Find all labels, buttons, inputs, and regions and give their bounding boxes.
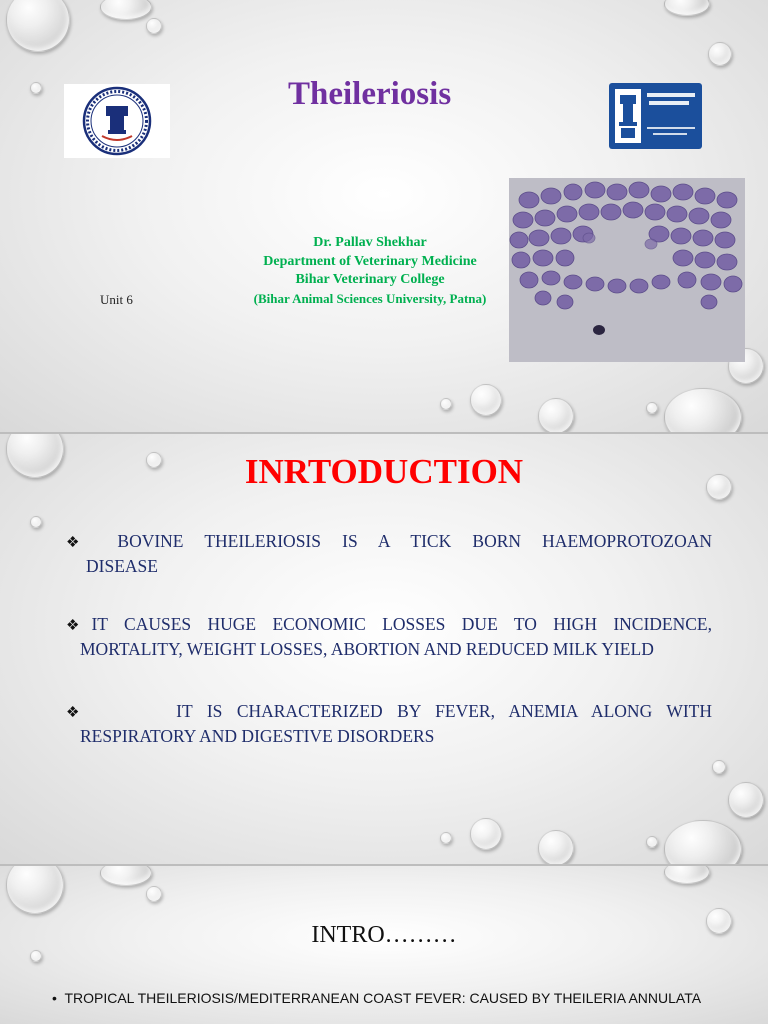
author-name: Dr. Pallav Shekhar xyxy=(313,235,427,250)
bullet-list xyxy=(66,530,712,748)
water-drop xyxy=(728,782,764,818)
section-heading: INRTODUCTION xyxy=(244,452,524,491)
water-drop xyxy=(646,402,658,414)
water-drop xyxy=(30,950,42,962)
water-drop xyxy=(146,18,162,34)
bullet-diamond-icon: ❖ xyxy=(66,618,92,634)
water-drop xyxy=(646,836,658,848)
slide-1 xyxy=(0,0,768,432)
water-drop xyxy=(440,398,452,410)
water-drop xyxy=(440,832,452,844)
water-drop xyxy=(538,398,574,432)
water-drop xyxy=(100,0,152,20)
blood-smear-micrograph xyxy=(509,178,745,362)
slide-3 xyxy=(0,866,768,1024)
basu-logo xyxy=(609,83,702,149)
author-department: Department of Veterinary Medicine xyxy=(263,253,477,269)
unit-label: Unit 6 xyxy=(100,292,133,307)
bullet-item: ❖ IT IS CHARACTERIZED BY FEVER, ANEMIA ALONG WITH RESPIRATORY AND DIGESTIVE DISORDERS xyxy=(66,701,712,746)
water-drop xyxy=(664,0,710,16)
slide-title: Theileriosis xyxy=(288,76,452,112)
water-drop xyxy=(538,830,574,864)
water-drop xyxy=(708,42,732,66)
section-heading: INTRO……… xyxy=(311,922,457,948)
water-drop xyxy=(664,388,742,432)
author-college: Bihar Veterinary College xyxy=(295,272,445,287)
water-drop xyxy=(664,866,710,884)
bullet-item: ❖IT CAUSES HUGE ECONOMIC LOSSES DUE TO HIGH INCIDENCE, MORTALITY, WEIGHT LOSSES, ABORTION AND REDUCED MILK YIELD xyxy=(66,614,712,659)
bullet-item: • TROPICAL THEILERIOSIS/MEDITERRANEAN COAST FEVER: CAUSED BY THEILERIA ANNULATA xyxy=(52,990,702,1006)
author-university: (Bihar Animal Sciences University, Patna) xyxy=(253,290,487,306)
bullet-diamond-icon: ❖ xyxy=(66,705,90,721)
water-drop xyxy=(146,886,162,902)
water-drop xyxy=(470,818,502,850)
water-drop xyxy=(30,516,42,528)
water-drop xyxy=(6,0,70,52)
slide-2 xyxy=(0,434,768,864)
water-drop xyxy=(30,82,42,94)
water-drop xyxy=(6,866,64,914)
university-seal-logo xyxy=(64,84,170,158)
water-drop xyxy=(664,820,742,864)
author-block xyxy=(230,234,510,308)
bullet-diamond-icon: ❖ xyxy=(66,535,97,551)
water-drop xyxy=(470,384,502,416)
water-drop xyxy=(100,866,152,886)
bullet-item: ❖ BOVINE THEILERIOSIS IS A TICK BORN HAEMOPROTOZOAN DISEASE xyxy=(66,531,712,576)
water-drop xyxy=(712,760,726,774)
